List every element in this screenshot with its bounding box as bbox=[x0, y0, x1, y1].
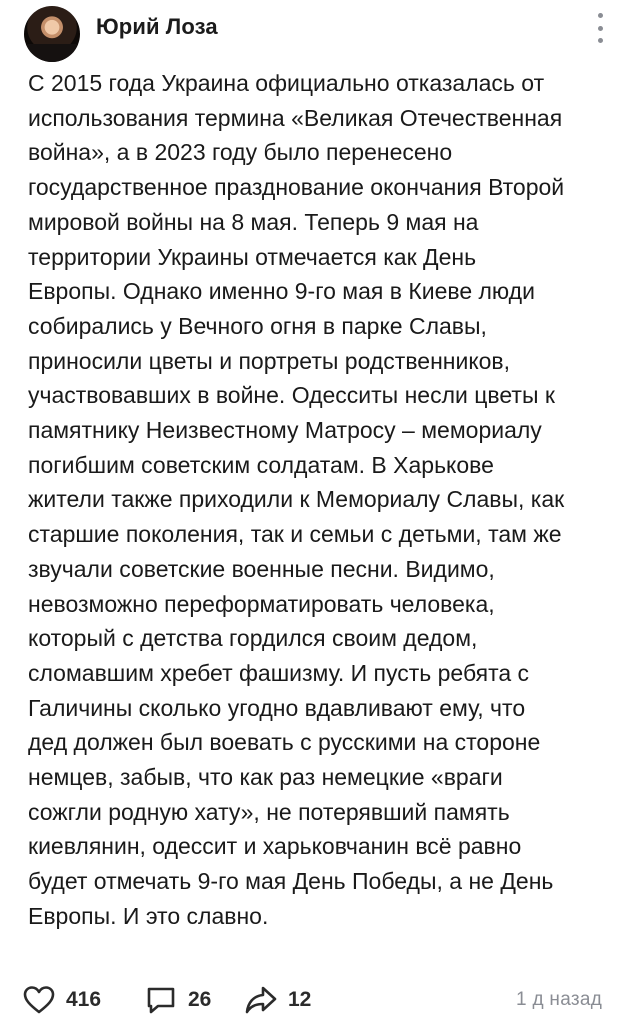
more-options-icon[interactable] bbox=[588, 10, 612, 46]
heart-icon bbox=[22, 983, 56, 1017]
post-text-line: старшие поколения, так и семьи с детьми, там же bbox=[28, 521, 562, 548]
post-text-line: невозможно переформатировать человека, bbox=[28, 590, 495, 617]
post-text-line: территории Украины отмечается как День bbox=[28, 243, 477, 270]
post-text-line: государственное празднование окончания Второй bbox=[28, 174, 565, 201]
share-arrow-icon bbox=[244, 983, 278, 1017]
post-text-line: погибшим советским солдатам. В Харькове bbox=[28, 451, 494, 478]
post-text-line: жители также приходили к Мемориалу Славы, как bbox=[28, 486, 565, 513]
comment-button[interactable] bbox=[144, 983, 211, 1017]
post-text-line: немцев, забыв, что как раз немецкие «враги bbox=[28, 764, 503, 791]
post-text-line: мировой войны на 8 мая. Теперь 9 мая на bbox=[28, 208, 479, 235]
post-actions bbox=[0, 975, 640, 1024]
shares-count: 12 bbox=[288, 988, 312, 1011]
more-dot bbox=[598, 26, 603, 31]
post-text-line: участвовавших в войне. Одесситы несли цветы к bbox=[28, 382, 555, 409]
more-dot bbox=[598, 13, 603, 18]
post-text bbox=[28, 66, 618, 934]
post-header bbox=[0, 0, 640, 64]
post-text-line: С 2015 года Украина официально отказалась от bbox=[28, 70, 545, 96]
post-text-line: будет отмечать 9-го мая День Победы, а не День bbox=[28, 868, 554, 895]
avatar[interactable] bbox=[24, 6, 80, 62]
post-text-line: который с детства гордился своим дедом, bbox=[28, 625, 478, 652]
post-text-line: Европы. Однако именно 9-го мая в Киеве люди bbox=[28, 278, 535, 305]
post-text-line: памятнику Неизвестному Матросу – мемориалу bbox=[28, 417, 542, 444]
share-button[interactable] bbox=[244, 983, 311, 1017]
post-text-line: звучали советские военные песни. Видимо, bbox=[28, 555, 495, 582]
post-text-line: киевлянин, одессит и харьковчанин всё равно bbox=[28, 833, 522, 860]
post-text-line: война», а в 2023 году было перенесено bbox=[28, 139, 453, 166]
author-name[interactable]: Юрий Лоза bbox=[96, 14, 218, 39]
post-text-line: дед должен был воевать с русскими на стороне bbox=[28, 729, 541, 756]
post-text-line: сожгли родную хату», не потерявший память bbox=[28, 798, 510, 825]
post-text-line: использования термина «Великая Отечественная bbox=[28, 104, 563, 131]
post-time: 1 д назад bbox=[516, 989, 603, 1010]
post-text-line: Европы. И это славно. bbox=[28, 902, 269, 929]
comments-count: 26 bbox=[188, 988, 212, 1011]
post-text-line: приносили цветы и портреты родственников, bbox=[28, 347, 511, 374]
like-button[interactable] bbox=[22, 983, 101, 1017]
post-text-line: собирались у Вечного огня в парке Славы, bbox=[28, 312, 487, 339]
comment-bubble-icon bbox=[144, 983, 178, 1017]
post-text-line: Галичины сколько угодно вдавливают ему, что bbox=[28, 694, 526, 721]
post-text-line: сломавшим хребет фашизму. И пусть ребята с bbox=[28, 659, 530, 686]
likes-count: 416 bbox=[66, 988, 102, 1011]
more-dot bbox=[598, 38, 603, 43]
